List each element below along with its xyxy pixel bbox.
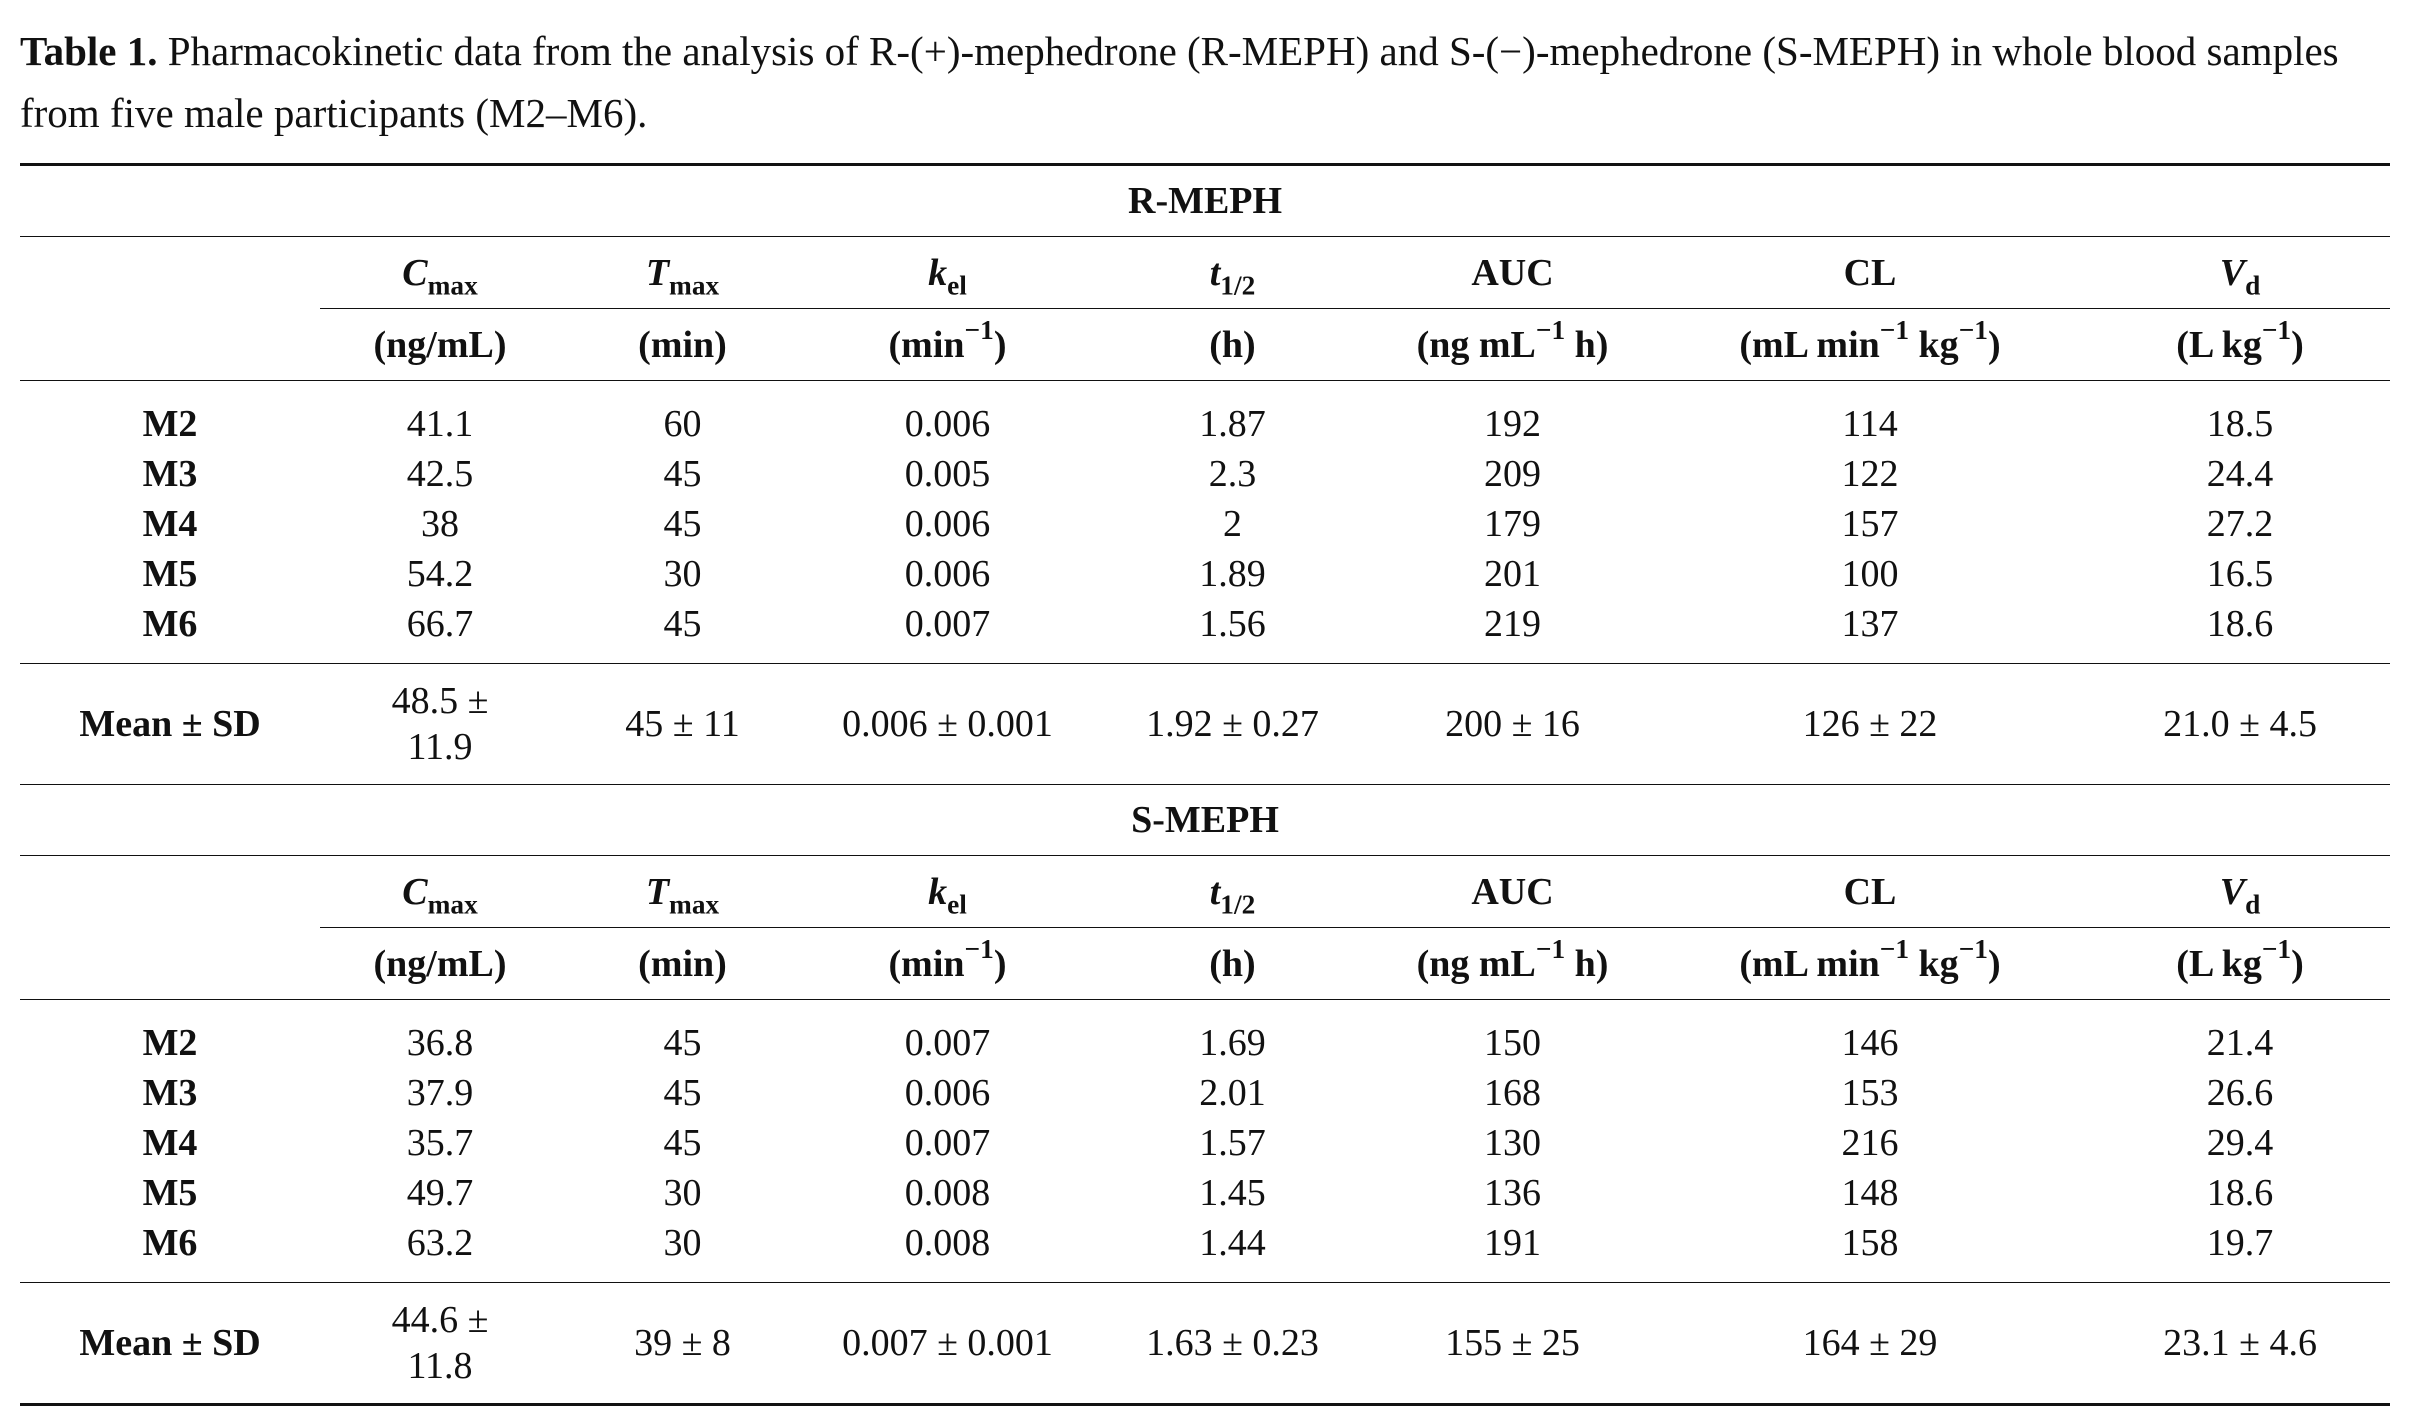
- pharmacokinetic-table: [20, 163, 2390, 1406]
- column-unit-header: (min): [560, 309, 805, 381]
- column-symbol-header: [560, 237, 805, 309]
- table-cell: 209: [1484, 453, 1541, 495]
- column-symbol-header: [320, 237, 560, 309]
- table-cell: 2.3: [1208, 453, 1257, 495]
- column-symbol-subscript: d: [2245, 889, 2261, 920]
- column-symbol: T: [645, 870, 670, 913]
- table-cell: 54.2: [406, 553, 474, 595]
- column-symbol: k: [928, 251, 948, 294]
- column-symbol-subscript: max: [427, 889, 478, 920]
- mean-sd-label: Mean ± SD: [20, 664, 320, 785]
- column-unit-header: (ng $mL^{-1}$ h): [1375, 309, 1650, 381]
- unit-exponent: −1: [2261, 314, 2292, 345]
- unit-exponent: −1: [1879, 314, 1910, 345]
- table-cell: 45: [663, 503, 702, 545]
- participant-label: M6: [20, 1218, 320, 1283]
- table-cell: 148: [1841, 1172, 1899, 1214]
- header-blank-cell: [20, 856, 320, 1000]
- column-symbol-header: AUC: [1375, 856, 1650, 928]
- table-cell: 38: [421, 503, 459, 545]
- participant-label: M4: [142, 1122, 198, 1164]
- unit-exponent: −1: [1879, 933, 1910, 964]
- table-cell: 0.006: [904, 1072, 991, 1114]
- column-unit-header: (min): [560, 928, 805, 1000]
- column-unit-header: (h): [1090, 309, 1375, 381]
- mean-sd-cell: 39 ± 8: [560, 1283, 805, 1405]
- table-cell: 29.4: [2206, 1122, 2274, 1164]
- table-cell: 179: [1484, 503, 1541, 545]
- column-symbol-subscript: el: [947, 270, 967, 301]
- table-row: [20, 1068, 2390, 1118]
- mean-sd-cell: 200 ± 16: [1375, 664, 1650, 785]
- table-cell: 41.1: [406, 403, 474, 445]
- column-unit-header: (ng $mL^{-1}$ h): [1375, 928, 1650, 1000]
- column-symbol-header: AUC: [1375, 237, 1650, 309]
- section-title-row: [20, 165, 2390, 237]
- table-row: [20, 449, 2390, 499]
- table-cell: 0.008: [904, 1172, 991, 1214]
- column-symbol: t: [1209, 870, 1221, 913]
- table-row: [20, 1168, 2390, 1218]
- table-cell: 122: [1841, 453, 1899, 495]
- mean-sd-cell: 45 ± 11: [560, 664, 805, 785]
- mean-sd-cell: 21.0 ± 4.5: [2090, 664, 2390, 785]
- table-cell: 0.006: [904, 553, 991, 595]
- unit-exponent: −1: [2261, 933, 2292, 964]
- table-cell: 26.6: [2206, 1072, 2274, 1114]
- unit-exponent: −1: [1535, 314, 1566, 345]
- mean-sd-cell: 0.007 ± 0.001: [805, 1283, 1090, 1405]
- table-cell: 137: [1650, 599, 2090, 664]
- participant-label: M2: [142, 1022, 198, 1064]
- table-cell: 1.87: [1199, 403, 1266, 445]
- table-cell: 18.6: [2090, 599, 2390, 664]
- table-cell: 24.4: [2206, 453, 2274, 495]
- table-cell: 1.56: [1090, 599, 1375, 664]
- table-cell: 45: [663, 453, 702, 495]
- table-cell: 0.007: [904, 1022, 991, 1064]
- table-row: [20, 599, 2390, 664]
- column-symbol-subscript: max: [427, 270, 478, 301]
- table-cell: 168: [1484, 1072, 1541, 1114]
- column-unit-header: (L $kg^{-1}$): [2090, 309, 2390, 381]
- participant-label: M2: [142, 403, 198, 445]
- table-cell: 150: [1484, 1022, 1541, 1064]
- participant-label: M6: [20, 599, 320, 664]
- table-cell: 45: [663, 1122, 702, 1164]
- column-symbol-header: [805, 237, 1090, 309]
- table-row: [20, 1118, 2390, 1168]
- table-cell: 18.5: [2206, 403, 2274, 445]
- table-cell: 45: [663, 1022, 702, 1064]
- unit-exponent: −1: [1958, 314, 1988, 345]
- column-unit-header: (mL $\min^{-1} kg^{-1}$): [1650, 928, 2090, 1000]
- caption-label: Table 1.: [20, 28, 158, 74]
- mean-sd-wrapped-value: 48.5 ± 11.9: [391, 680, 489, 768]
- column-symbol-subscript: 1/2: [1220, 889, 1256, 920]
- header-blank-cell: [20, 237, 320, 381]
- table-cell: 0.008: [805, 1218, 1090, 1283]
- participant-label: M5: [142, 553, 198, 595]
- unit-exponent: −1: [964, 933, 994, 964]
- section-title: S-MEPH: [20, 785, 2390, 856]
- participant-label: M4: [142, 503, 198, 545]
- mean-sd-cell: 23.1 ± 4.6: [2090, 1283, 2390, 1405]
- table-cell: 219: [1375, 599, 1650, 664]
- unit-exponent: −1: [1535, 933, 1566, 964]
- table-cell: 157: [1841, 503, 1899, 545]
- table-row: [20, 381, 2390, 450]
- unit-exponent: −1: [964, 314, 994, 345]
- table-cell: 18.6: [2206, 1172, 2274, 1214]
- column-symbol-subscript: d: [2245, 270, 2261, 301]
- column-symbol-header: [2090, 237, 2390, 309]
- column-symbol-subscript: el: [947, 889, 967, 920]
- column-unit-row: [20, 928, 2390, 1000]
- table-cell: 45: [560, 599, 805, 664]
- mean-sd-row: [20, 664, 2390, 785]
- unit-exponent: −1: [1958, 933, 1988, 964]
- table-cell: 130: [1484, 1122, 1541, 1164]
- mean-sd-cell: 1.92 ± 0.27: [1090, 664, 1375, 785]
- table-row: [20, 1000, 2390, 1069]
- section-title: R-MEPH: [20, 165, 2390, 237]
- table-cell: 19.7: [2090, 1218, 2390, 1283]
- table-cell: 1.69: [1199, 1022, 1266, 1064]
- table-cell: 42.5: [406, 453, 474, 495]
- table-cell: 114: [1842, 403, 1898, 445]
- mean-sd-row: [20, 1283, 2390, 1405]
- table-cell: 1.89: [1199, 553, 1266, 595]
- mean-sd-cell: 164 ± 29: [1650, 1283, 2090, 1405]
- column-symbol: V: [2219, 251, 2246, 294]
- mean-sd-wrapped-value: 44.6 ± 11.8: [391, 1299, 489, 1387]
- column-symbol-header: [320, 856, 560, 928]
- participant-label: M5: [142, 1172, 198, 1214]
- table-cell: 192: [1484, 403, 1541, 445]
- section-title-row: [20, 785, 2390, 856]
- table-cell: 16.5: [2206, 553, 2274, 595]
- table-cell: 27.2: [2206, 503, 2274, 545]
- column-symbol: k: [928, 870, 948, 913]
- caption-text: Pharmacokinetic data from the analysis of R-(+)-mephedrone (R-MEPH) and S-(−)-mephedrone (S-MEPH) in whole blood samples from five male participants (M2–M6).: [20, 28, 2339, 136]
- table-cell: 136: [1484, 1172, 1541, 1214]
- table-row: [20, 1218, 2390, 1283]
- column-symbol-subscript: max: [669, 889, 720, 920]
- table-cell: 37.9: [406, 1072, 474, 1114]
- participant-label: M3: [142, 453, 198, 495]
- mean-sd-cell: [320, 1283, 560, 1405]
- table-cell: 191: [1375, 1218, 1650, 1283]
- table-cell: 201: [1484, 553, 1541, 595]
- column-symbol-header: [2090, 856, 2390, 928]
- table-row: [20, 499, 2390, 549]
- mean-sd-cell: 126 ± 22: [1650, 664, 2090, 785]
- column-unit-header: $(\min^{-1})$: [805, 928, 1090, 1000]
- column-unit-row: [20, 309, 2390, 381]
- table-cell: 1.45: [1199, 1172, 1266, 1214]
- column-unit-header: (mL $\min^{-1} kg^{-1}$): [1650, 309, 2090, 381]
- column-symbol-header: [560, 856, 805, 928]
- column-symbol-row: [20, 237, 2390, 309]
- column-symbol-header: [805, 856, 1090, 928]
- column-unit-header: (h): [1090, 928, 1375, 1000]
- table-cell: 30: [663, 553, 702, 595]
- table-cell: 60: [663, 403, 702, 445]
- table-cell: 63.2: [320, 1218, 560, 1283]
- table-cell: 0.005: [904, 453, 991, 495]
- table-caption: [20, 20, 2390, 144]
- table-cell: 153: [1841, 1072, 1899, 1114]
- table-cell: 45: [663, 1072, 702, 1114]
- table-cell: 0.006: [904, 503, 991, 545]
- column-symbol-header: [1090, 237, 1375, 309]
- table-cell: 1.57: [1199, 1122, 1266, 1164]
- table-cell: 146: [1841, 1022, 1899, 1064]
- table-cell: 0.006: [904, 403, 991, 445]
- mean-sd-cell: 155 ± 25: [1375, 1283, 1650, 1405]
- table-cell: 1.44: [1090, 1218, 1375, 1283]
- column-symbol-header: [1090, 856, 1375, 928]
- mean-sd-cell: [320, 664, 560, 785]
- table-cell: 216: [1841, 1122, 1899, 1164]
- table-cell: 35.7: [406, 1122, 474, 1164]
- mean-sd-cell: 0.006 ± 0.001: [805, 664, 1090, 785]
- table-cell: 21.4: [2206, 1022, 2274, 1064]
- column-symbol-header: CL: [1650, 856, 2090, 928]
- table-cell: 30: [560, 1218, 805, 1283]
- column-unit-header: (ng/mL): [320, 309, 560, 381]
- table-cell: 49.7: [406, 1172, 474, 1214]
- column-symbol: t: [1209, 251, 1221, 294]
- table-cell: 158: [1650, 1218, 2090, 1283]
- column-symbol-header: CL: [1650, 237, 2090, 309]
- column-symbol-subscript: 1/2: [1220, 270, 1256, 301]
- table-cell: 2: [1223, 503, 1242, 545]
- participant-label: M3: [142, 1072, 198, 1114]
- column-symbol: C: [402, 870, 428, 913]
- mean-sd-cell: 1.63 ± 0.23: [1090, 1283, 1375, 1405]
- column-symbol-row: [20, 856, 2390, 928]
- table-cell: 66.7: [320, 599, 560, 664]
- column-symbol: T: [645, 251, 670, 294]
- table-cell: 0.007: [904, 1122, 991, 1164]
- column-unit-header: (ng/mL): [320, 928, 560, 1000]
- column-symbol-subscript: max: [669, 270, 720, 301]
- column-symbol: V: [2219, 870, 2246, 913]
- table-cell: 0.007: [805, 599, 1090, 664]
- table-row: [20, 549, 2390, 599]
- column-unit-header: $(\min^{-1})$: [805, 309, 1090, 381]
- column-symbol: C: [402, 251, 428, 294]
- table-cell: 36.8: [406, 1022, 474, 1064]
- table-cell: 2.01: [1199, 1072, 1266, 1114]
- table-cell: 30: [663, 1172, 702, 1214]
- column-unit-header: (L $kg^{-1}$): [2090, 928, 2390, 1000]
- mean-sd-label: Mean ± SD: [20, 1283, 320, 1405]
- table-cell: 100: [1841, 553, 1899, 595]
